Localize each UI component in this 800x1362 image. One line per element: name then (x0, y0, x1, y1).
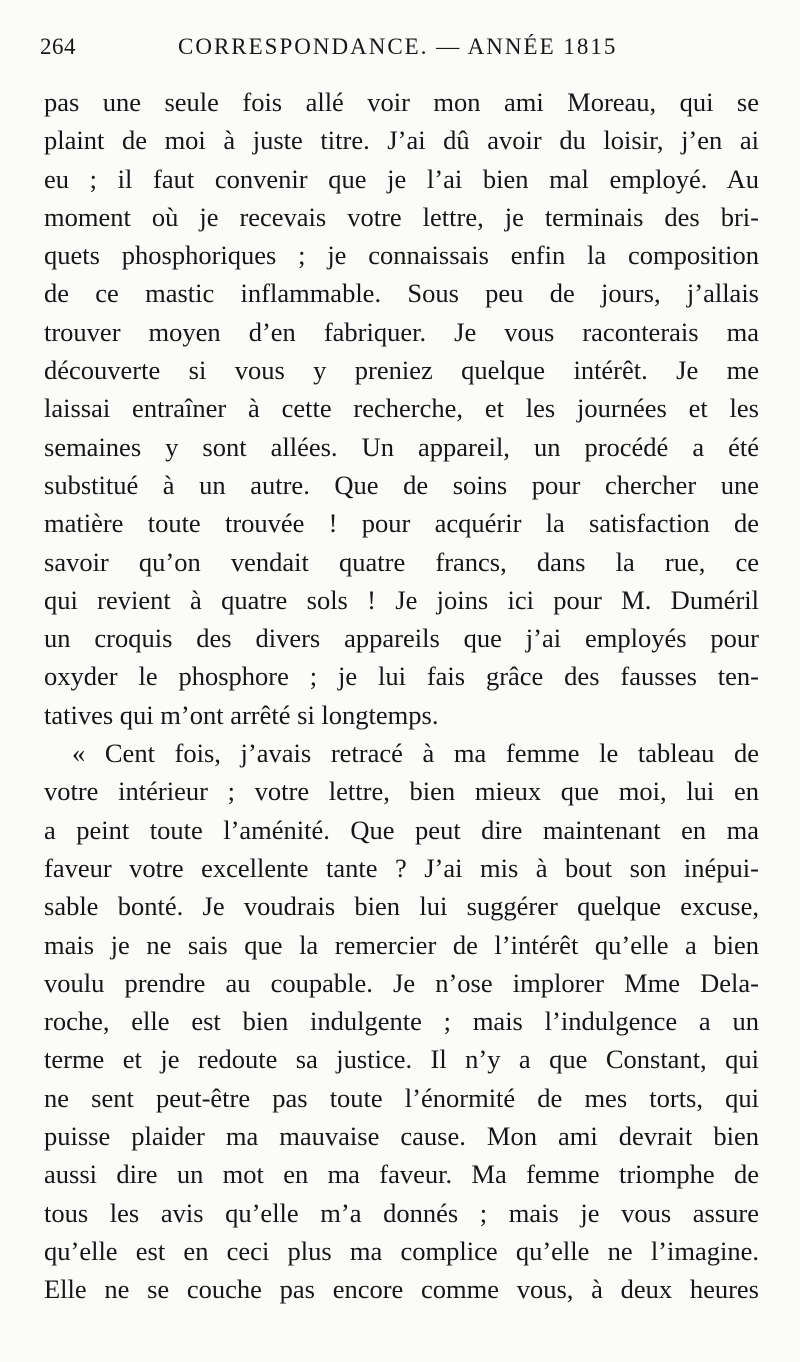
text-line: pas une seule fois allé voir mon ami Moreau, qui se (44, 87, 759, 117)
text-line: plaint de moi à juste titre. J’ai dû avoir du loisir, j’en ai (44, 125, 759, 156)
text-line: qui revient à quatre sols ! Je joins ici pour M. Duméril (44, 584, 759, 615)
text-line: découverte si vous y preniez quelque intérêt. Je me (44, 355, 759, 386)
text-line: mais je ne sais que la remercier de l’intérêt qu’elle a bien (44, 929, 759, 960)
text-line: Elle ne se couche pas encore comme vous, à deux heures (44, 1274, 759, 1305)
text-line: terme et je redoute sa justice. Il n’y a que Constant, qui (44, 1044, 759, 1075)
text-line: qu’elle est en ceci plus ma complice qu’elle ne l’imagine. (44, 1235, 759, 1266)
paragraph-2 (44, 734, 759, 1308)
text-line: sable bonté. Je voudrais bien lui suggérer quelque excuse, (44, 891, 759, 922)
text-line: quets phosphoriques ; je connaissais enfin la composition (44, 240, 759, 271)
text-line: eu ; il faut convenir que je l’ai bien mal employé. Au (44, 163, 759, 194)
text-line: savoir qu’on vendait quatre francs, dans la rue, ce (44, 546, 759, 577)
body-text (44, 83, 759, 1309)
text-line: faveur votre excellente tante ? J’ai mis à bout son inépui- (44, 852, 759, 883)
text-line: matière toute trouvée ! pour acquérir la satisfaction de (44, 508, 759, 539)
text-line: roche, elle est bien indulgente ; mais l’indulgence a un (44, 1006, 759, 1037)
text-line: puisse plaider ma mauvaise cause. Mon ami devrait bien (44, 1121, 759, 1152)
text-line: voulu prendre au coupable. Je n’ose implorer Mme Dela- (44, 967, 759, 998)
text-line: « Cent fois, j’avais retracé à ma femme le tableau de (72, 738, 759, 769)
page-number: 264 (40, 34, 76, 59)
text-line: oxyder le phosphore ; je lui fais grâce des fausses ten- (44, 661, 759, 692)
text-line: tous les avis qu’elle m’a donnés ; mais je vous assure (44, 1197, 759, 1228)
text-line: votre intérieur ; votre lettre, bien mieux que moi, lui en (44, 776, 759, 807)
paragraph-1 (44, 83, 759, 734)
text-line: tatives qui m’ont arrêté si longtemps. (44, 699, 439, 730)
page-header (40, 34, 780, 64)
text-line: semaines y sont allées. Un appareil, un procédé a été (44, 431, 759, 462)
text-line: aussi dire un mot en ma faveur. Ma femme triomphe de (44, 1159, 759, 1190)
text-line: substitué à un autre. Que de soins pour chercher une (44, 469, 759, 500)
text-line: trouver moyen d’en fabriquer. Je vous raconterais ma (44, 316, 759, 347)
text-line: ne sent peut-être pas toute l’énormité de mes torts, qui (44, 1082, 759, 1113)
text-line: un croquis des divers appareils que j’ai employés pour (44, 623, 759, 654)
running-title: CORRESPONDANCE. — ANNÉE 1815 (178, 34, 618, 59)
text-line: de ce mastic inflammable. Sous peu de jours, j’allais (44, 278, 759, 309)
text-line: laissai entraîner à cette recherche, et les journées et les (44, 393, 759, 424)
text-line: a peint toute l’aménité. Que peut dire maintenant en ma (44, 814, 759, 845)
text-line: moment où je recevais votre lettre, je terminais des bri- (44, 201, 759, 232)
